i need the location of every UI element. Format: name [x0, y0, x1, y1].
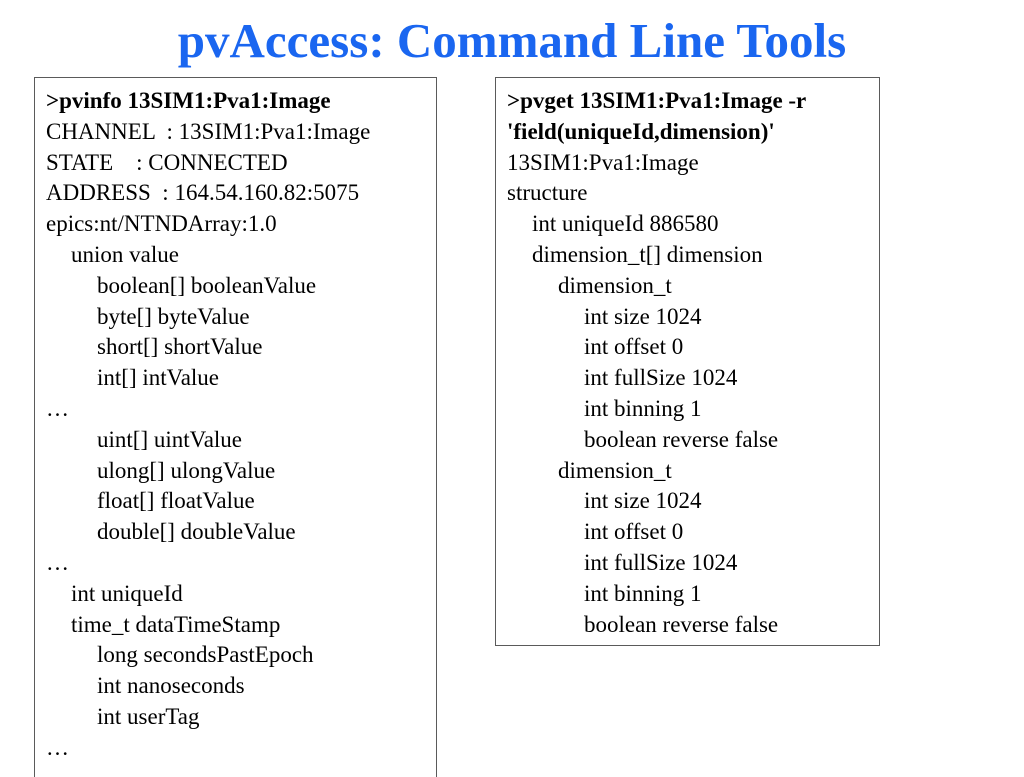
- ellipsis-line: …: [46, 549, 69, 575]
- output-line-channel: CHANNEL : 13SIM1:Pva1:Image: [46, 118, 371, 144]
- output-line: int offset 0: [584, 334, 684, 360]
- output-line: int fullSize 1024: [584, 549, 738, 575]
- output-line: int binning 1: [584, 580, 702, 606]
- output-line-address: ADDRESS : 164.54.160.82:5075: [46, 180, 360, 206]
- ellipsis-line: …: [46, 734, 69, 760]
- slide-title: pvAccess: Command Line Tools: [177, 13, 847, 68]
- output-line: int uniqueId: [71, 580, 183, 606]
- output-line: float[] floatValue: [97, 488, 255, 514]
- output-line: int binning 1: [584, 395, 702, 421]
- output-line: int fullSize 1024: [584, 365, 738, 391]
- output-line: dimension_t: [558, 272, 672, 298]
- output-line: uint[] uintValue: [97, 426, 242, 452]
- output-line: int offset 0: [584, 519, 684, 545]
- output-line: int[] intValue: [97, 365, 219, 391]
- output-line-structure: structure: [507, 180, 588, 206]
- ellipsis-line: …: [46, 395, 69, 421]
- output-line: time_t dataTimeStamp: [71, 611, 281, 637]
- output-line: dimension_t[] dimension: [532, 241, 763, 267]
- output-line: boolean reverse false: [584, 426, 779, 452]
- output-line: union value: [71, 241, 179, 267]
- pvget-command-continuation: 'field(uniqueId,dimension)': [507, 118, 775, 144]
- output-line: int size 1024: [584, 303, 702, 329]
- pvget-command: >pvget 13SIM1:Pva1:Image -r: [507, 88, 807, 113]
- output-line: int userTag: [97, 703, 200, 729]
- pvinfo-command: >pvinfo 13SIM1:Pva1:Image: [46, 88, 331, 113]
- output-line: boolean[] booleanValue: [97, 272, 317, 298]
- output-line: short[] shortValue: [97, 334, 263, 360]
- output-line: dimension_t: [558, 457, 672, 483]
- output-line: ulong[] ulongValue: [97, 457, 276, 483]
- output-line-unique-id: int uniqueId 886580: [532, 211, 719, 237]
- output-line: boolean reverse false: [584, 611, 779, 637]
- output-line: long secondsPastEpoch: [97, 642, 314, 668]
- output-line-type: epics:nt/NTNDArray:1.0: [46, 211, 277, 237]
- output-line-state: STATE : CONNECTED: [46, 149, 288, 175]
- output-line: double[] doubleValue: [97, 519, 296, 545]
- output-line: int size 1024: [584, 488, 702, 514]
- output-line: int nanoseconds: [97, 673, 245, 699]
- output-line: byte[] byteValue: [97, 303, 250, 329]
- pvget-output-panel: [495, 77, 880, 646]
- pvinfo-output-panel: [34, 77, 437, 777]
- output-line-channel-name: 13SIM1:Pva1:Image: [507, 149, 699, 175]
